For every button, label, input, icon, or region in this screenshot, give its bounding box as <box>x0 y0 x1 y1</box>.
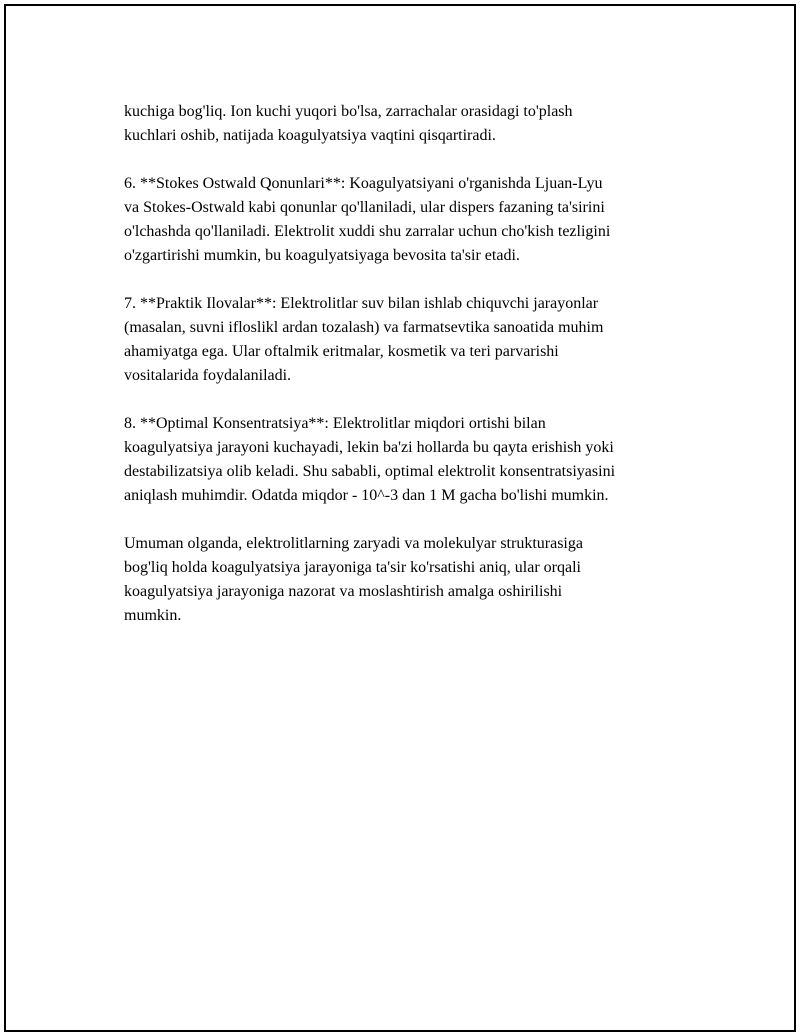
text-line: ahamiyatga ega. Ular oftalmik eritmalar, kosmetik va teri parvarishi <box>124 343 559 360</box>
paragraph-stokes-ostwald <box>124 172 704 268</box>
text-line: 6. **Stokes Ostwald Qonunlari**: Koagulyatsiyani o'rganishda Ljuan-Lyu <box>124 175 603 192</box>
text-line: bog'liq holda koagulyatsiya jarayoniga ta'sir ko'rsatishi aniq, ular orqali <box>124 559 581 576</box>
text-line: va Stokes-Ostwald kabi qonunlar qo'llaniladi, ular dispers fazaning ta'sirini <box>124 199 605 216</box>
paragraph-praktik-ilovalar <box>124 292 704 388</box>
page-frame <box>4 4 796 1032</box>
text-line: kuchiga bog'liq. Ion kuchi yuqori bo'lsa, zarrachalar orasidagi to'plash <box>124 103 573 120</box>
text-line: kuchlari oshib, natijada koagulyatsiya vaqtini qisqartiradi. <box>124 127 496 144</box>
paragraph-ion-strength <box>124 100 704 148</box>
text-line: (masalan, suvni ifloslikl ardan tozalash) va farmatsevtika sanoatida muhim <box>124 319 604 336</box>
text-line: koagulyatsiya jarayoni kuchayadi, lekin ba'zi hollarda bu qayta erishish yoki <box>124 439 614 456</box>
text-line: Umuman olganda, elektrolitlarning zaryadi va molekulyar strukturasiga <box>124 535 583 552</box>
text-line: mumkin. <box>124 607 182 624</box>
text-line: vositalarida foydalaniladi. <box>124 367 292 384</box>
text-line: o'lchashda qo'llaniladi. Elektrolit xuddi shu zarralar uchun cho'kish tezligini <box>124 223 611 240</box>
paragraph-conclusion <box>124 532 704 628</box>
text-line: aniqlash muhimdir. Odatda miqdor - 10^-3 dan 1 M gacha bo'lishi mumkin. <box>124 487 609 504</box>
document-body <box>124 100 704 652</box>
text-line: 8. **Optimal Konsentratsiya**: Elektrolitlar miqdori ortishi bilan <box>124 415 546 432</box>
text-line: koagulyatsiya jarayoniga nazorat va moslashtirish amalga oshirilishi <box>124 583 563 600</box>
paragraph-optimal-konsentratsiya <box>124 412 704 508</box>
text-line: destabilizatsiya olib keladi. Shu sababli, optimal elektrolit konsentratsiyasini <box>124 463 616 480</box>
text-line: 7. **Praktik Ilovalar**: Elektrolitlar suv bilan ishlab chiquvchi jarayonlar <box>124 295 599 312</box>
text-line: o'zgartirishi mumkin, bu koagulyatsiyaga bevosita ta'sir etadi. <box>124 247 520 264</box>
